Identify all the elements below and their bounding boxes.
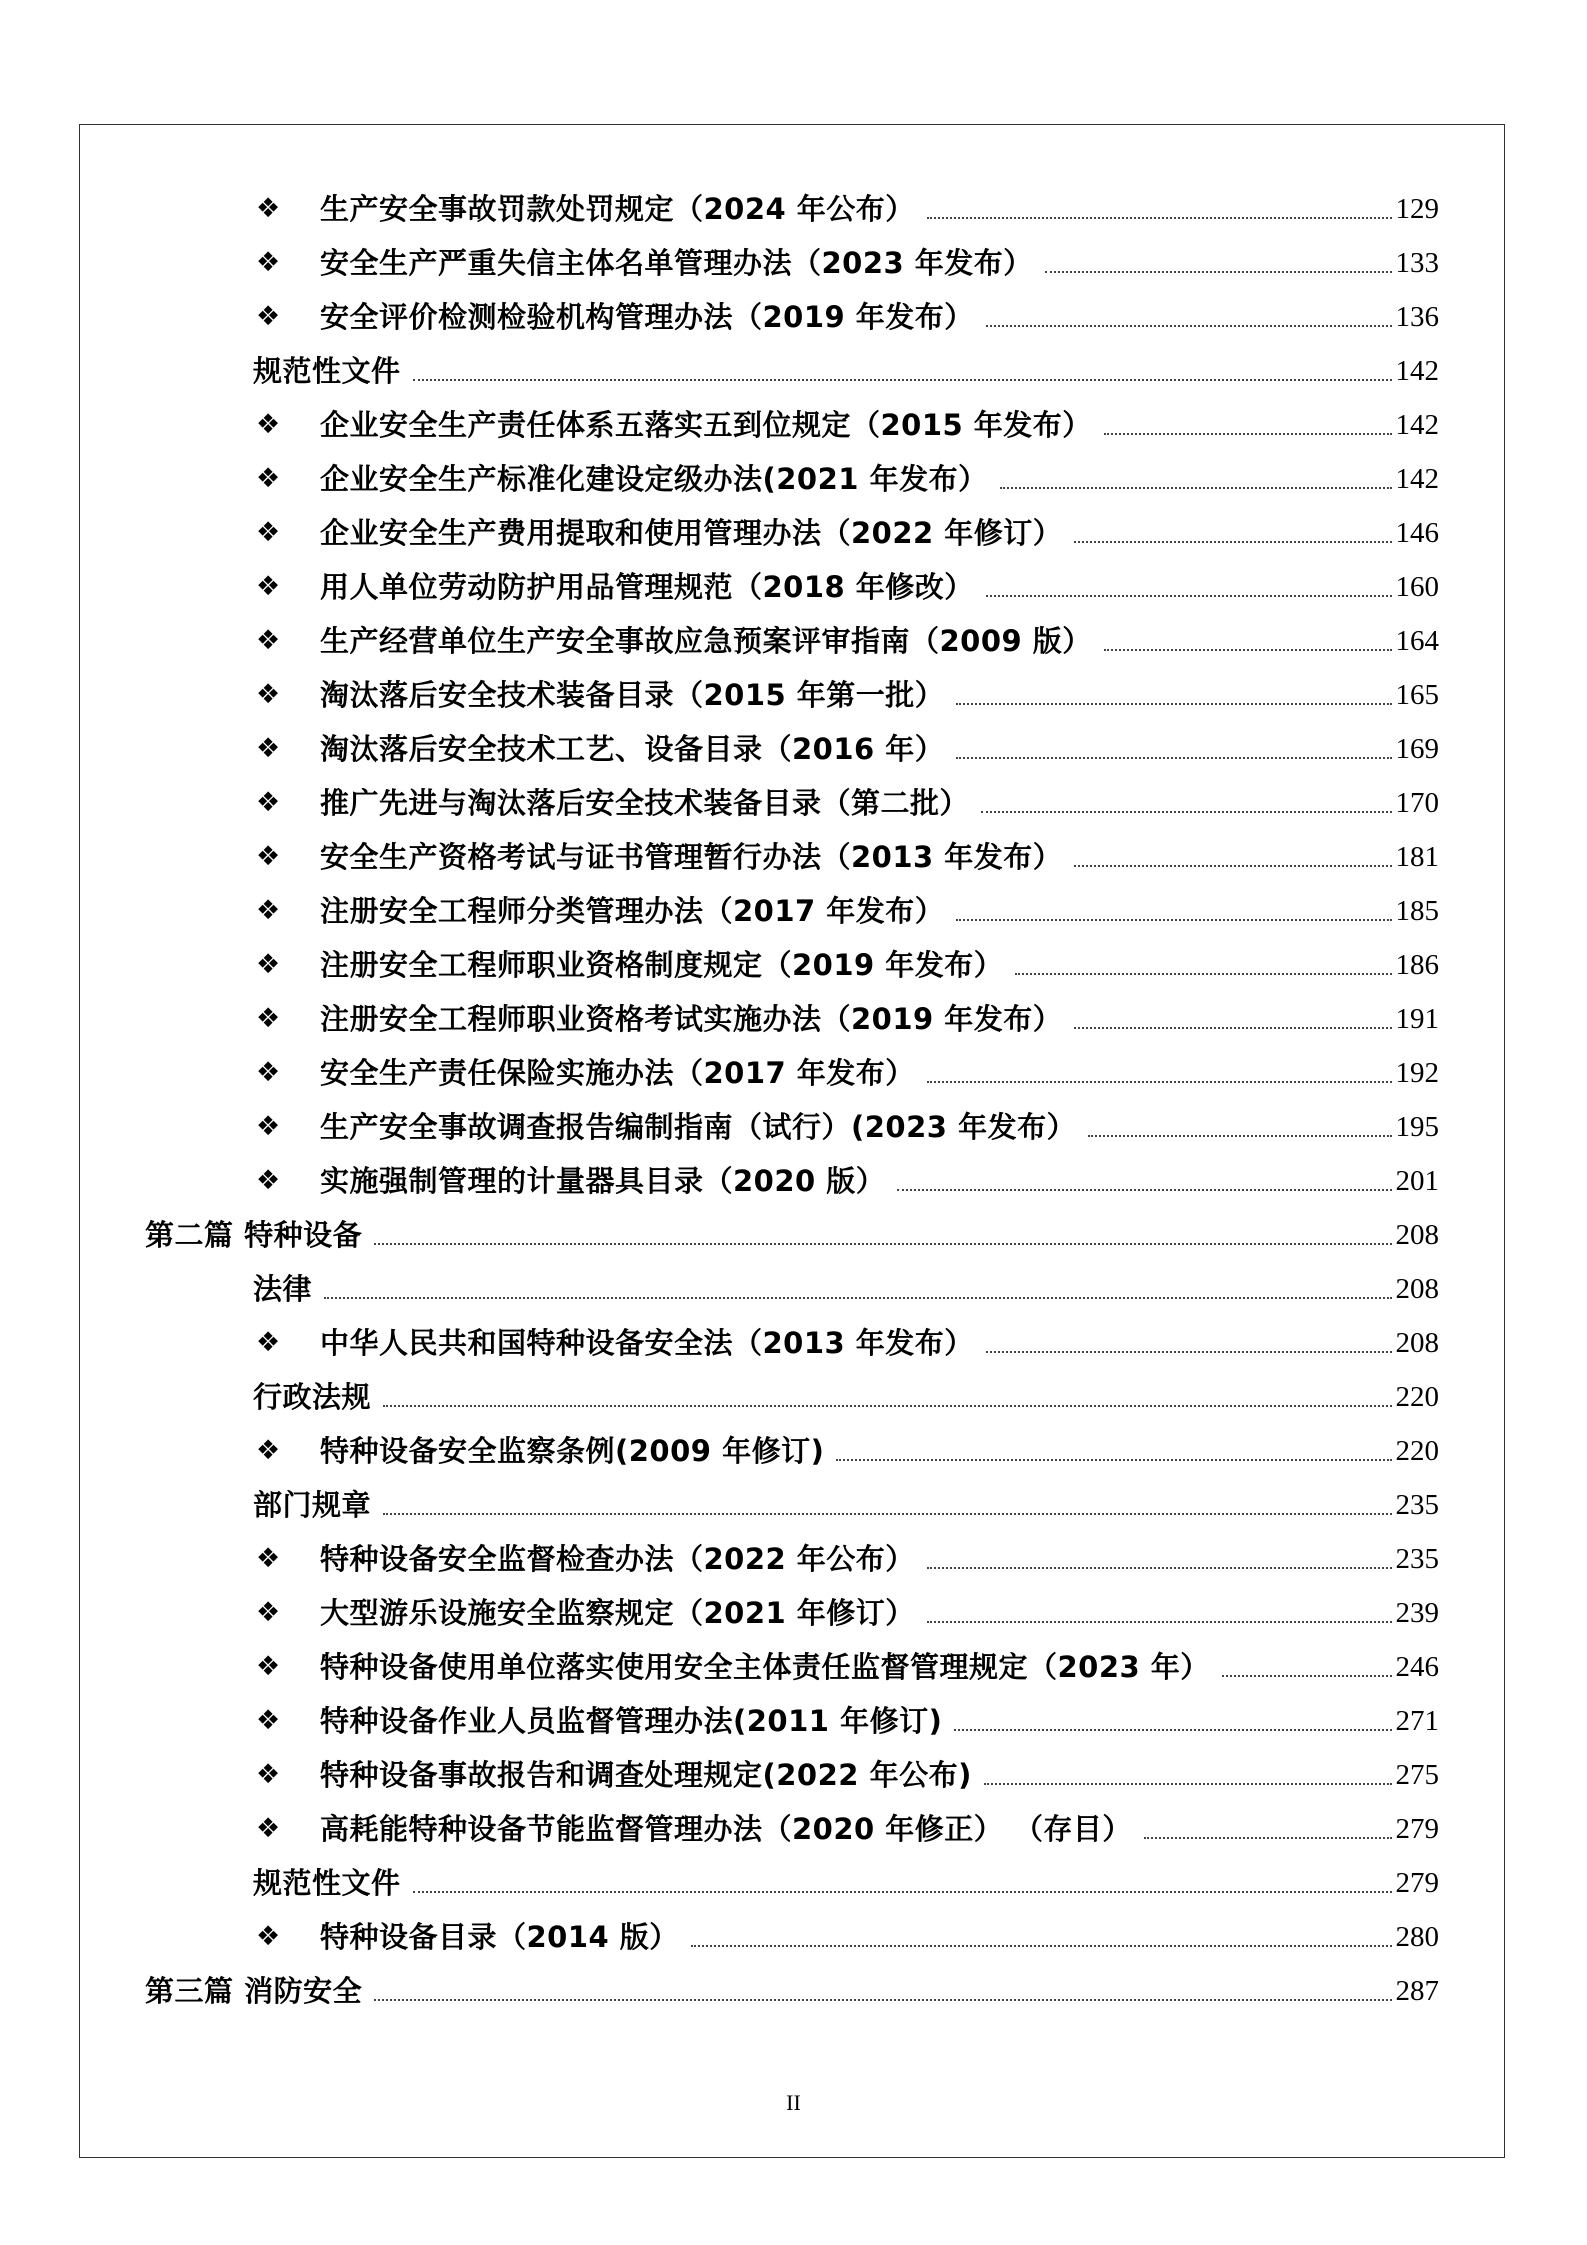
- toc-entry[interactable]: [256, 1647, 1439, 1687]
- toc-entry-page: 133: [1395, 247, 1439, 279]
- toc-entry[interactable]: [256, 459, 1439, 499]
- toc-entry[interactable]: [256, 837, 1439, 877]
- dot-leader: [413, 1891, 1392, 1893]
- toc-entry-title: 规范性文件: [253, 354, 401, 388]
- toc-entry-page: 181: [1395, 841, 1439, 873]
- toc-entry[interactable]: [256, 999, 1439, 1039]
- toc-entry[interactable]: [256, 1161, 1439, 1201]
- diamond-bullet-icon: ❖: [256, 679, 281, 710]
- toc-entry-page: 195: [1395, 1111, 1439, 1143]
- toc-entry-title: 生产安全事故调查报告编制指南（试行）(2023 年发布）: [320, 1110, 1077, 1144]
- toc-entry[interactable]: [145, 1215, 1439, 1255]
- dot-leader: [1074, 1027, 1391, 1029]
- toc-entry-page: 142: [1395, 409, 1439, 441]
- toc-entry-title: 注册安全工程师分类管理办法（2017 年发布）: [320, 894, 945, 928]
- toc-entry-page: 142: [1395, 355, 1439, 387]
- toc-entry[interactable]: [256, 1323, 1439, 1363]
- toc-entry-title: 第二篇 特种设备: [145, 1218, 363, 1252]
- toc-entry-title: 大型游乐设施安全监察规定（2021 年修订）: [320, 1596, 915, 1630]
- toc-entry[interactable]: [256, 621, 1439, 661]
- toc-entry[interactable]: [253, 351, 1439, 391]
- toc-entry-page: 246: [1395, 1651, 1439, 1683]
- toc-entry[interactable]: [256, 1539, 1439, 1579]
- dot-leader: [986, 595, 1392, 597]
- toc-entry-title: 实施强制管理的计量器具目录（2020 版）: [320, 1164, 886, 1198]
- toc-entry-title: 高耗能特种设备节能监督管理办法（2020 年修正） （存目）: [320, 1812, 1132, 1846]
- toc-entry-page: 192: [1395, 1057, 1439, 1089]
- toc-entry-title: 淘汰落后安全技术工艺、设备目录（2016 年）: [320, 732, 945, 766]
- toc-entry[interactable]: [256, 1107, 1439, 1147]
- toc-entry-page: 275: [1395, 1759, 1439, 1791]
- toc-entry[interactable]: [256, 1917, 1439, 1957]
- toc-entry-page: 160: [1395, 571, 1439, 603]
- toc-entry[interactable]: [253, 1377, 1439, 1417]
- dot-leader: [927, 1081, 1392, 1083]
- diamond-bullet-icon: ❖: [256, 193, 281, 224]
- toc-entry-page: 165: [1395, 679, 1439, 711]
- toc-entry[interactable]: [256, 945, 1439, 985]
- diamond-bullet-icon: ❖: [256, 301, 281, 332]
- toc-entry-title: 淘汰落后安全技术装备目录（2015 年第一批）: [320, 678, 945, 712]
- dot-leader: [956, 703, 1391, 705]
- toc-entry-title: 安全生产责任保险实施办法（2017 年发布）: [320, 1056, 915, 1090]
- toc-entry-page: 129: [1395, 193, 1439, 225]
- diamond-bullet-icon: ❖: [256, 409, 281, 440]
- diamond-bullet-icon: ❖: [256, 1813, 281, 1844]
- diamond-bullet-icon: ❖: [256, 841, 281, 872]
- dot-leader: [383, 1513, 1391, 1515]
- toc-entry[interactable]: [256, 1593, 1439, 1633]
- dot-leader: [374, 1243, 1391, 1245]
- toc-entry-title: 法律: [253, 1272, 313, 1306]
- dot-leader: [1074, 541, 1391, 543]
- diamond-bullet-icon: ❖: [256, 1003, 281, 1034]
- toc-entry[interactable]: [256, 891, 1439, 931]
- toc-entry[interactable]: [256, 783, 1439, 823]
- dot-leader: [927, 217, 1392, 219]
- toc-entry-title: 第三篇 消防安全: [145, 1974, 363, 2008]
- toc-entry-page: 201: [1395, 1165, 1439, 1197]
- toc-entry[interactable]: [253, 1269, 1439, 1309]
- dot-leader: [984, 1783, 1392, 1785]
- toc-entry-page: 191: [1395, 1003, 1439, 1035]
- toc-entry-title: 企业安全生产责任体系五落实五到位规定（2015 年发布）: [320, 408, 1092, 442]
- toc-entry-title: 特种设备安全监督检查办法（2022 年公布）: [320, 1542, 915, 1576]
- dot-leader: [1045, 271, 1392, 273]
- toc-entry-title: 企业安全生产费用提取和使用管理办法（2022 年修订）: [320, 516, 1063, 550]
- toc-entry-page: 136: [1395, 301, 1439, 333]
- dot-leader: [927, 1621, 1392, 1623]
- toc-entry-page: 169: [1395, 733, 1439, 765]
- toc-entry[interactable]: [256, 567, 1439, 607]
- dot-leader: [1000, 487, 1392, 489]
- toc-entry-page: 279: [1395, 1813, 1439, 1845]
- toc-entry-page: 235: [1395, 1543, 1439, 1575]
- toc-entry-page: 208: [1395, 1327, 1439, 1359]
- toc-entry-title: 中华人民共和国特种设备安全法（2013 年发布）: [320, 1326, 974, 1360]
- toc-entry-title: 注册安全工程师职业资格考试实施办法（2019 年发布）: [320, 1002, 1063, 1036]
- page-number: II: [786, 2090, 801, 2115]
- dot-leader: [956, 919, 1391, 921]
- diamond-bullet-icon: ❖: [256, 625, 281, 656]
- toc-entry-page: 186: [1395, 949, 1439, 981]
- dot-leader: [374, 1999, 1391, 2001]
- toc-entry-title: 特种设备使用单位落实使用安全主体责任监督管理规定（2023 年）: [320, 1650, 1210, 1684]
- toc-entry-page: 170: [1395, 787, 1439, 819]
- diamond-bullet-icon: ❖: [256, 517, 281, 548]
- diamond-bullet-icon: ❖: [256, 1543, 281, 1574]
- toc-entry-page: 220: [1395, 1381, 1439, 1413]
- toc-entry-page: 239: [1395, 1597, 1439, 1629]
- toc-entry[interactable]: [256, 1053, 1439, 1093]
- toc-entry-page: 235: [1395, 1489, 1439, 1521]
- diamond-bullet-icon: ❖: [256, 463, 281, 494]
- toc-entry[interactable]: [256, 297, 1439, 337]
- dot-leader: [324, 1297, 1391, 1299]
- toc-entry[interactable]: [256, 675, 1439, 715]
- diamond-bullet-icon: ❖: [256, 949, 281, 980]
- diamond-bullet-icon: ❖: [256, 1705, 281, 1736]
- toc-entry-title: 特种设备目录（2014 版）: [320, 1920, 679, 1954]
- dot-leader: [956, 757, 1391, 759]
- dot-leader: [1222, 1675, 1392, 1677]
- toc-entry-page: 208: [1395, 1273, 1439, 1305]
- diamond-bullet-icon: ❖: [256, 787, 281, 818]
- toc-entry-page: 185: [1395, 895, 1439, 927]
- diamond-bullet-icon: ❖: [256, 1921, 281, 1952]
- diamond-bullet-icon: ❖: [256, 1327, 281, 1358]
- diamond-bullet-icon: ❖: [256, 1165, 281, 1196]
- toc-entry[interactable]: [256, 1701, 1439, 1741]
- dot-leader: [691, 1945, 1392, 1947]
- toc-entry-title: 规范性文件: [253, 1866, 401, 1900]
- toc-entry-page: 280: [1395, 1921, 1439, 1953]
- toc-entry-title: 企业安全生产标准化建设定级办法(2021 年发布）: [320, 462, 988, 496]
- diamond-bullet-icon: ❖: [256, 1651, 281, 1682]
- toc-entry-title: 行政法规: [253, 1380, 372, 1414]
- dot-leader: [927, 1567, 1392, 1569]
- dot-leader: [1144, 1837, 1392, 1839]
- toc-entry-title: 特种设备安全监察条例(2009 年修订): [320, 1434, 825, 1468]
- diamond-bullet-icon: ❖: [256, 1111, 281, 1142]
- dot-leader: [383, 1405, 1391, 1407]
- toc-entry[interactable]: [256, 1809, 1439, 1849]
- toc-entry-title: 生产经营单位生产安全事故应急预案评审指南（2009 版）: [320, 624, 1092, 658]
- toc-entry[interactable]: [256, 243, 1439, 283]
- toc-entry-title: 生产安全事故罚款处罚规定（2024 年公布）: [320, 192, 915, 226]
- toc-entry-title: 推广先进与淘汰落后安全技术装备目录（第二批）: [320, 786, 970, 820]
- toc-entry-title: 安全生产严重失信主体名单管理办法（2023 年发布）: [320, 246, 1033, 280]
- toc-entry[interactable]: [256, 189, 1439, 229]
- toc-entry[interactable]: [256, 729, 1439, 769]
- toc-entry[interactable]: [253, 1863, 1439, 1903]
- dot-leader: [1015, 973, 1391, 975]
- toc-entry-page: 279: [1395, 1867, 1439, 1899]
- toc-entry[interactable]: [145, 1971, 1439, 2011]
- dot-leader: [1104, 433, 1392, 435]
- toc-entry-page: 208: [1395, 1219, 1439, 1251]
- toc-entry-page: 271: [1395, 1705, 1439, 1737]
- toc-entry-title: 特种设备事故报告和调查处理规定(2022 年公布): [320, 1758, 972, 1792]
- diamond-bullet-icon: ❖: [256, 1759, 281, 1790]
- toc-entry-title: 特种设备作业人员监督管理办法(2011 年修订): [320, 1704, 943, 1738]
- toc-entry[interactable]: [256, 1755, 1439, 1795]
- toc-entry-page: 142: [1395, 463, 1439, 495]
- diamond-bullet-icon: ❖: [256, 247, 281, 278]
- dot-leader: [986, 325, 1392, 327]
- toc-entry-title: 部门规章: [253, 1488, 372, 1522]
- toc-entry-title: 安全生产资格考试与证书管理暂行办法（2013 年发布）: [320, 840, 1063, 874]
- diamond-bullet-icon: ❖: [256, 571, 281, 602]
- toc-entry[interactable]: [256, 1431, 1439, 1471]
- toc-entry[interactable]: [253, 1485, 1439, 1525]
- dot-leader: [413, 379, 1392, 381]
- diamond-bullet-icon: ❖: [256, 733, 281, 764]
- diamond-bullet-icon: ❖: [256, 1435, 281, 1466]
- toc-entry-title: 用人单位劳动防护用品管理规范（2018 年修改）: [320, 570, 974, 604]
- toc-entry-page: 164: [1395, 625, 1439, 657]
- dot-leader: [897, 1189, 1391, 1191]
- dot-leader: [981, 811, 1391, 813]
- toc-entry-page: 287: [1395, 1975, 1439, 2007]
- dot-leader: [986, 1351, 1392, 1353]
- diamond-bullet-icon: ❖: [256, 895, 281, 926]
- dot-leader: [1088, 1135, 1391, 1137]
- diamond-bullet-icon: ❖: [256, 1597, 281, 1628]
- toc-entry-title: 安全评价检测检验机构管理办法（2019 年发布）: [320, 300, 974, 334]
- toc-entry-page: 220: [1395, 1435, 1439, 1467]
- dot-leader: [954, 1729, 1391, 1731]
- toc-entry-title: 注册安全工程师职业资格制度规定（2019 年发布）: [320, 948, 1004, 982]
- dot-leader: [1074, 865, 1391, 867]
- dot-leader: [836, 1459, 1391, 1461]
- toc-entry[interactable]: [256, 513, 1439, 553]
- diamond-bullet-icon: ❖: [256, 1057, 281, 1088]
- dot-leader: [1104, 649, 1392, 651]
- toc-entry-page: 146: [1395, 517, 1439, 549]
- toc-entry[interactable]: [256, 405, 1439, 445]
